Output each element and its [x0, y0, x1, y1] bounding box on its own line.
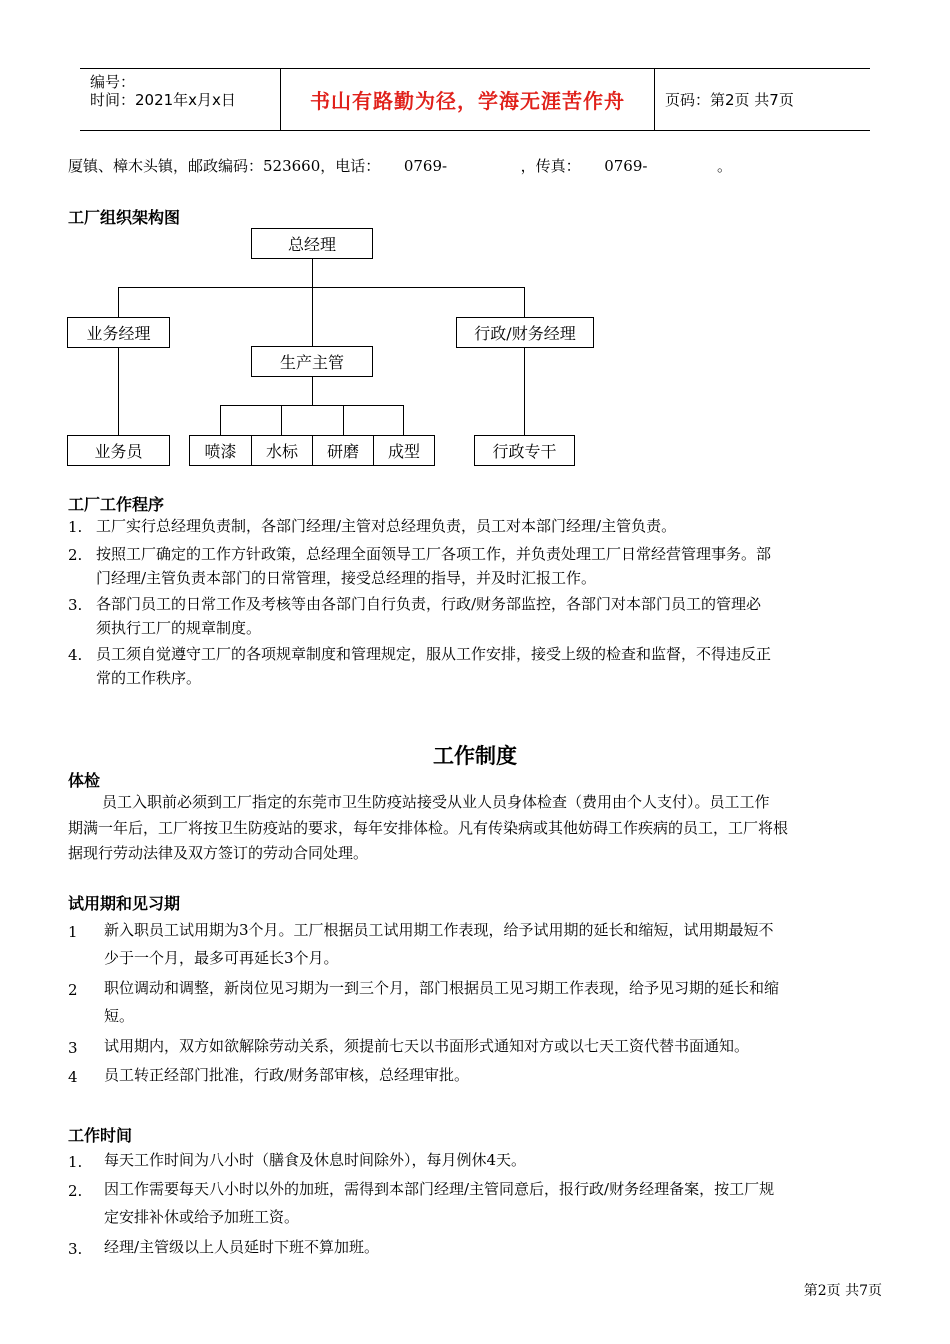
- list-item-number: 2.: [68, 1182, 83, 1200]
- list-item-number: 2: [68, 981, 78, 999]
- connector-line: [524, 287, 525, 317]
- procedure-title: 工厂工作程序: [68, 495, 165, 514]
- list-item-cont: 门经理/主管负责本部门的日常管理，接受总经理的指导，并及时汇报工作。: [96, 569, 597, 587]
- list-item: 新入职员工试用期为3个月。工厂根据员工试用期工作表现，给予试用期的延长和缩短，试用期最短不: [104, 921, 774, 939]
- list-item: 工厂实行总经理负责制，各部门经理/主管对总经理负责，员工对本部门经理/主管负责。: [96, 517, 677, 535]
- list-item-cont: 少于一个月，最多可再延长3个月。: [104, 949, 339, 967]
- list-item-number: 1.: [68, 1153, 83, 1171]
- physical-exam-text: 员工入职前必须到工厂指定的东莞市卫生防疫站接受从业人员身体检查（费用由个人支付）。员工工作: [102, 793, 770, 811]
- probation-title: 试用期和见习期: [68, 894, 181, 913]
- list-item: 每天工作时间为八小时（膳食及休息时间除外），每月例休4天。: [104, 1151, 527, 1169]
- list-item-number: 3: [68, 1039, 78, 1057]
- list-item: 因工作需要每天八小时以外的加班，需得到本部门经理/主管同意后，报行政/财务经理备案，按工厂规: [104, 1180, 775, 1198]
- list-item-number: 1: [68, 923, 78, 941]
- connector-line: [524, 347, 525, 435]
- org-node-watermark: 水标: [251, 435, 313, 466]
- list-item-number: 4: [68, 1068, 78, 1086]
- org-chart-title: 工厂组织架构图: [68, 208, 181, 227]
- list-item: 按照工厂确定的工作方针政策，总经理全面领导工厂各项工作，并负责处理工厂日常经营管理事务。部: [96, 545, 772, 563]
- physical-exam-text: 据现行劳动法律及双方签订的劳动合同处理。: [68, 844, 369, 862]
- connector-line: [281, 405, 282, 435]
- org-node-production-supervisor: 生产主管: [251, 346, 373, 377]
- connector-line: [118, 347, 119, 435]
- list-item: 职位调动和调整，新岗位见习期为一到三个月，部门根据员工见习期工作表现，给予见习期的延长和缩: [104, 979, 780, 997]
- connector-line: [312, 376, 313, 406]
- page-header: [80, 68, 870, 131]
- connector-line: [118, 287, 525, 288]
- list-item: 员工转正经部门批准，行政/财务部审核，总经理审批。: [104, 1066, 470, 1084]
- list-item-cont: 须执行工厂的规章制度。: [96, 619, 262, 637]
- physical-exam-title: 体检: [68, 771, 101, 790]
- list-item-number: 3.: [68, 596, 83, 614]
- footer-page-number: 第2页 共7页: [803, 1283, 882, 1299]
- address-line: [68, 152, 888, 180]
- list-item-number: 3.: [68, 1240, 83, 1258]
- org-node-forming: 成型: [373, 435, 435, 466]
- document-date: 时间：2021年x月x日: [90, 91, 236, 109]
- org-node-spray-paint: 喷漆: [189, 435, 252, 466]
- list-item-cont: 常的工作秩序。: [96, 669, 202, 687]
- list-item: 试用期内，双方如欲解除劳动关系，须提前七天以书面形式通知对方或以七天工资代替书面通知。: [104, 1037, 750, 1055]
- org-node-grinding: 研磨: [312, 435, 374, 466]
- connector-line: [220, 405, 404, 406]
- org-node-general-manager: 总经理: [251, 228, 373, 259]
- list-item-number: 2.: [68, 546, 83, 564]
- fax-number: 0769-: [604, 157, 648, 175]
- connector-line: [118, 287, 119, 317]
- header-page-cell: [655, 69, 870, 130]
- list-item-number: 1.: [68, 518, 83, 536]
- page-number: 页码：第2页 共7页: [665, 91, 794, 109]
- list-item: 经理/主管级以上人员延时下班不算加班。: [104, 1238, 380, 1256]
- list-item-cont: 短。: [104, 1007, 135, 1025]
- document-number: 编号：: [90, 73, 136, 91]
- org-node-salesperson: 业务员: [67, 435, 170, 466]
- connector-line: [220, 405, 221, 435]
- list-item: 各部门员工的日常工作及考核等由各部门自行负责，行政/财务部监控，各部门对本部门员工的管理必: [96, 595, 762, 613]
- fax-label: ，传真：: [520, 157, 581, 175]
- motto: 书山有路勤为径，学海无涯苦作舟: [310, 89, 625, 113]
- list-item-number: 4.: [68, 646, 83, 664]
- connector-line: [312, 258, 313, 348]
- org-node-business-manager: 业务经理: [67, 317, 170, 348]
- working-hours-title: 工作时间: [68, 1126, 133, 1145]
- address-end: 。: [717, 157, 733, 175]
- phone-number: 0769-: [403, 157, 448, 175]
- list-item: 员工须自觉遵守工厂的各项规章制度和管理规定，服从工作安排，接受上级的检查和监督，不得违反正: [96, 645, 772, 663]
- connector-line: [343, 405, 344, 435]
- header-meta: [80, 69, 281, 130]
- physical-exam-text: 期满一年后，工厂将按卫生防疫站的要求，每年安排体检。凡有传染病或其他妨碍工作疾病的员工，工厂将根: [68, 819, 789, 837]
- header-motto-cell: [281, 69, 655, 130]
- org-node-admin-finance-manager: 行政/财务经理: [456, 317, 594, 348]
- connector-line: [403, 405, 404, 435]
- address-text: 厦镇、樟木头镇，邮政编码：523660，电话：: [68, 157, 381, 175]
- org-node-admin-staff: 行政专干: [474, 435, 575, 466]
- section-title: 工作制度: [433, 744, 517, 768]
- list-item-cont: 定安排补休或给予加班工资。: [104, 1208, 300, 1226]
